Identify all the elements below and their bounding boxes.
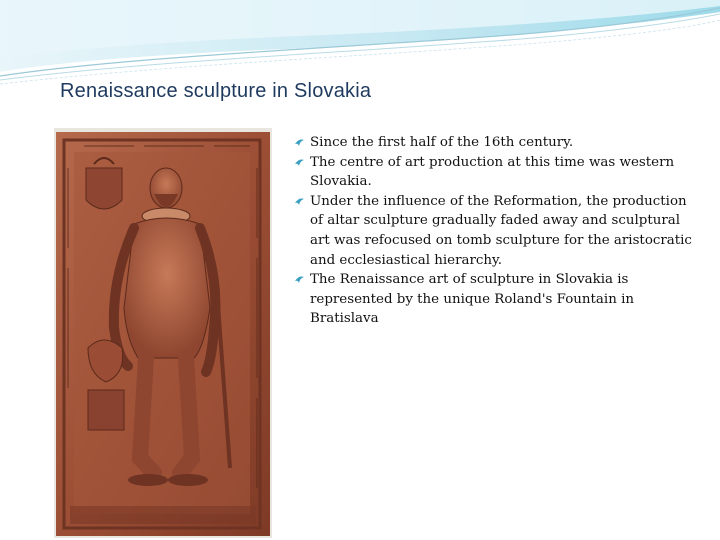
bullet-swoosh-icon <box>294 197 305 206</box>
bullet-swoosh-icon <box>294 275 305 284</box>
bullet-text: Since the first half of the 16th century. <box>310 135 574 150</box>
slide-title: Renaissance sculpture in Slovakia <box>60 80 372 102</box>
bullet-item <box>294 153 694 192</box>
bullet-swoosh-icon <box>294 158 305 167</box>
bullet-swoosh-icon <box>294 138 305 147</box>
bullet-text: Under the influence of the Reformation, the production of altar sculpture gradually faded away and sculptural art was refocused on tomb sculpture for the aristocratic and ecclesiastical hierarchy. <box>310 193 692 268</box>
bullet-item <box>294 192 694 270</box>
bullet-list <box>294 133 694 329</box>
header-wave-decoration <box>0 0 720 90</box>
bullet-text: The Renaissance art of sculpture in Slovakia is represented by the unique Roland's Fountain in Bratislava <box>310 272 634 327</box>
bullet-item <box>294 270 694 329</box>
bullet-text: The centre of art production at this time was western Slovakia. <box>310 154 675 190</box>
tomb-slab-photo <box>54 128 272 538</box>
bullet-item <box>294 133 694 153</box>
